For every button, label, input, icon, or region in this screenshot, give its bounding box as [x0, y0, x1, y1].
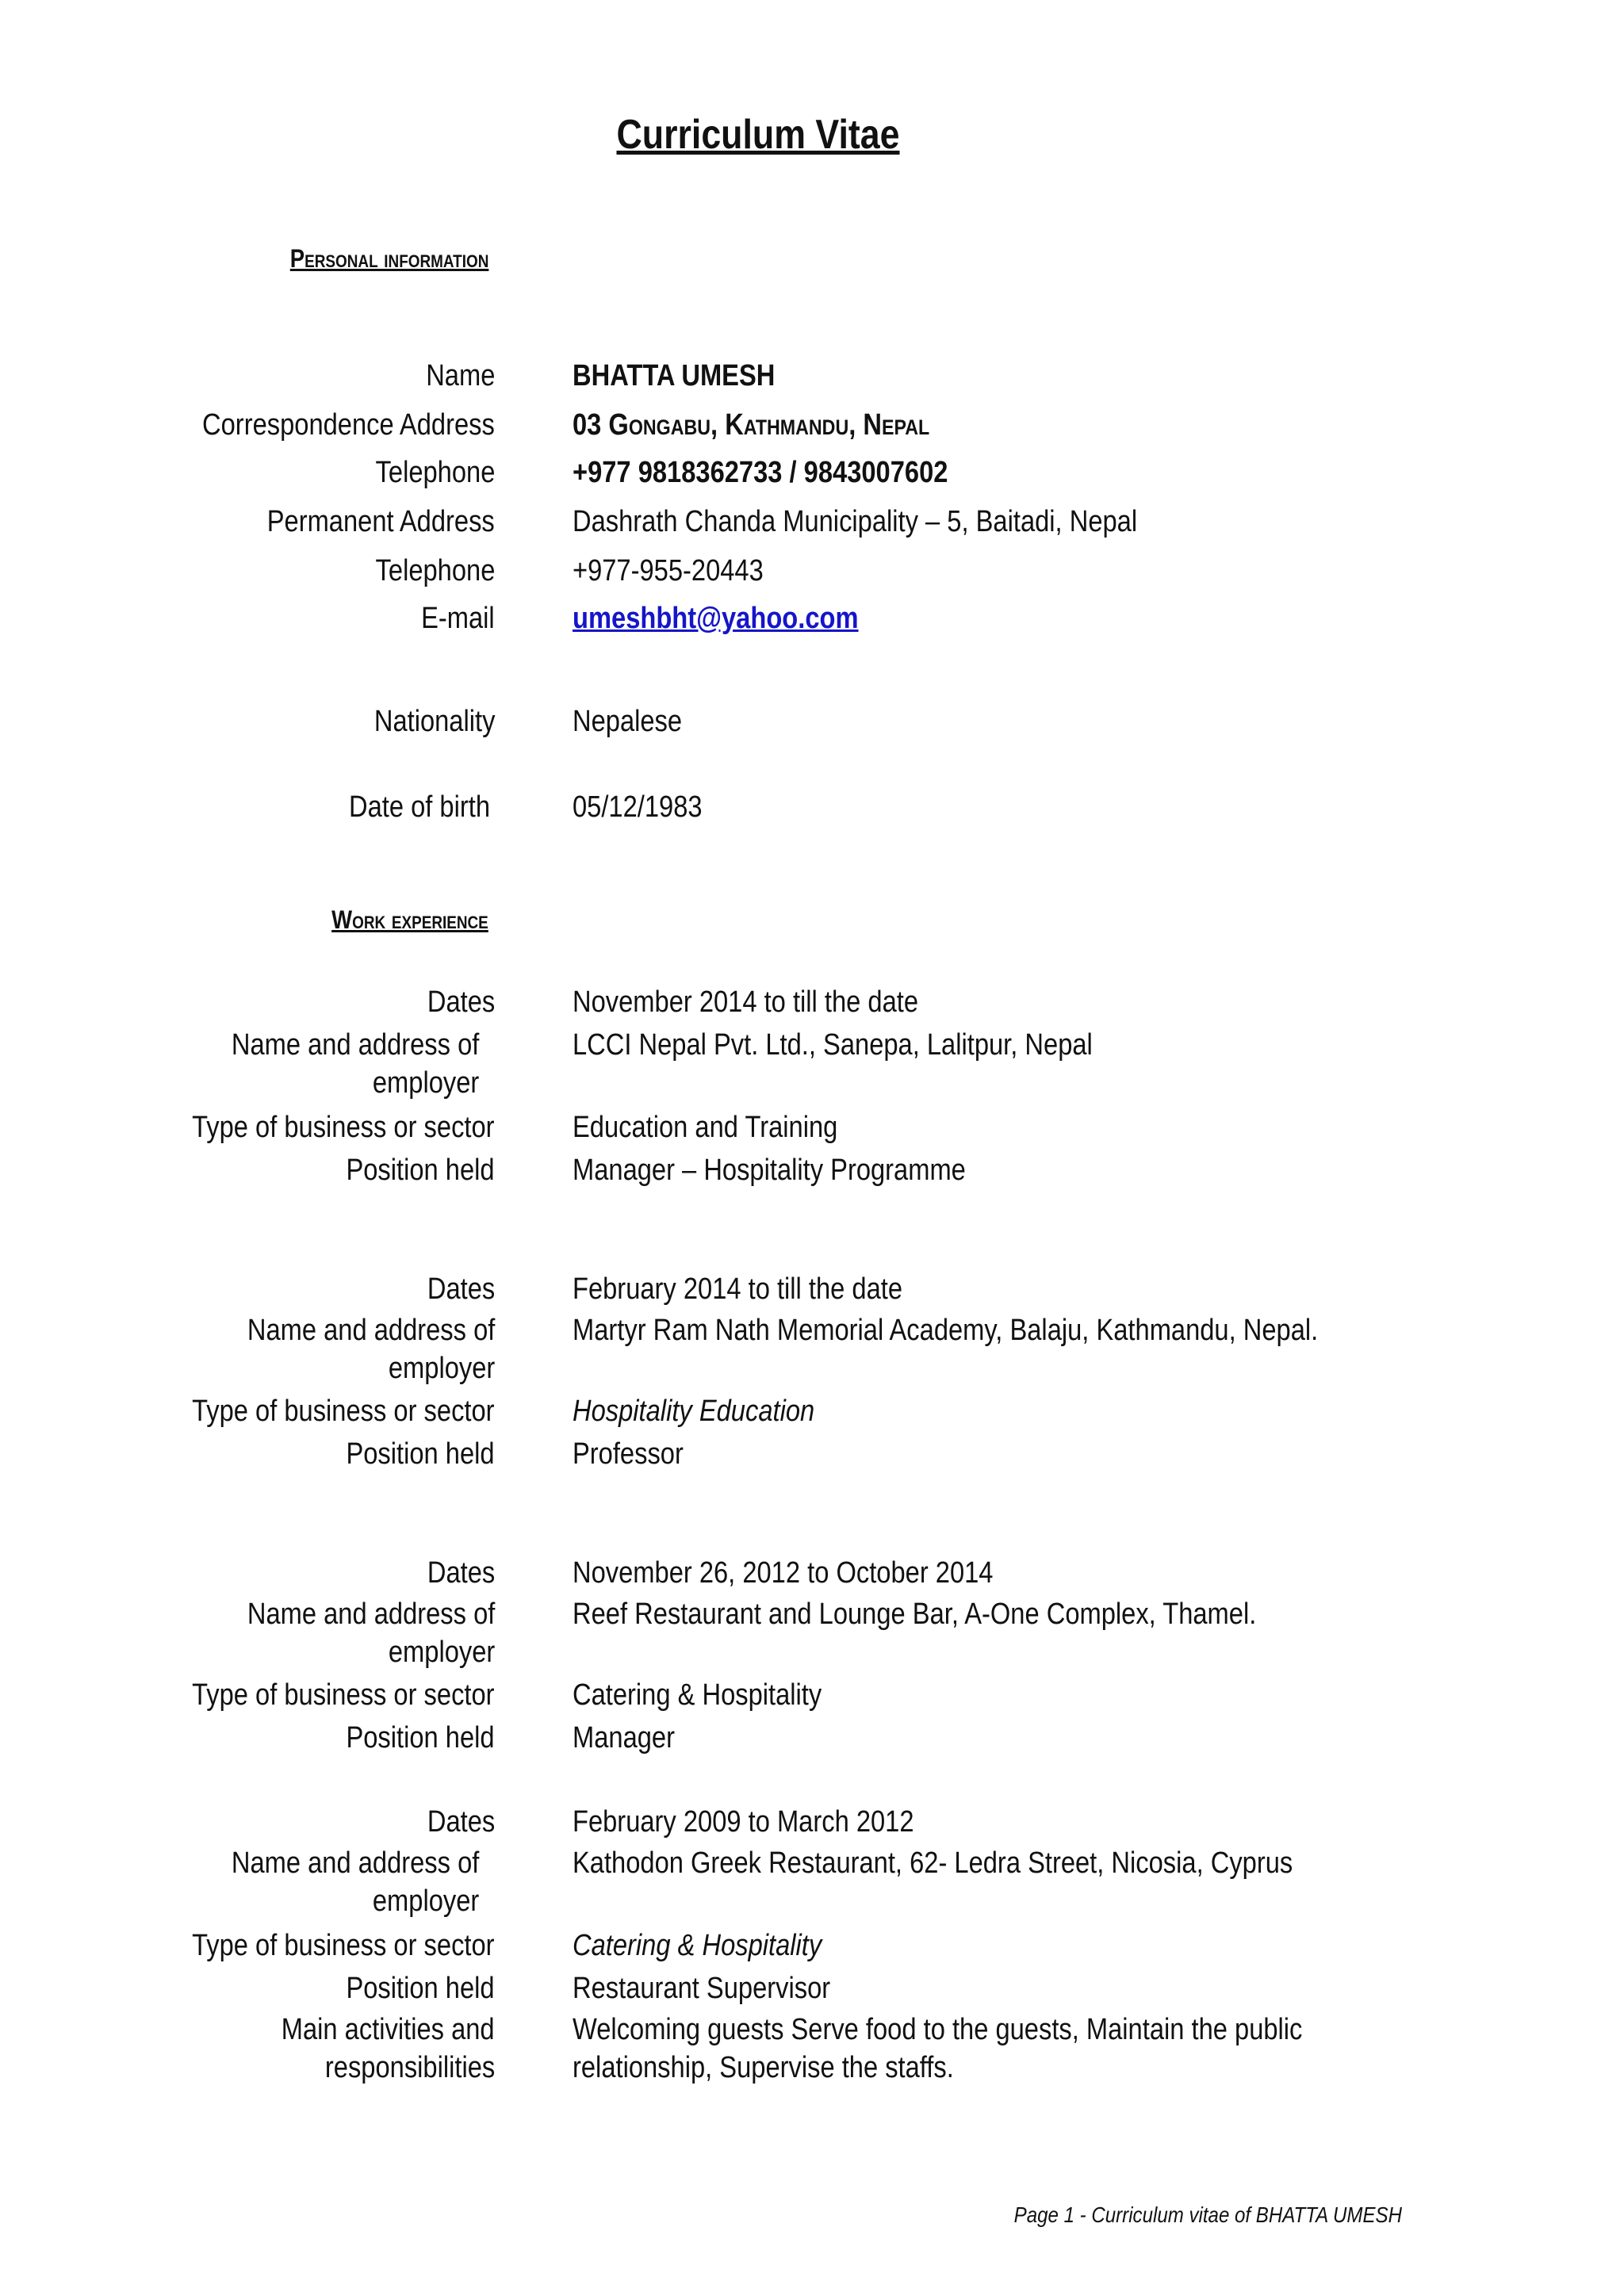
employer-label-line2: employer — [372, 1885, 479, 1918]
activities-value-line1: Welcoming guests Serve food to the guests, Maintain the public — [573, 2013, 1303, 2046]
name-value: BHATTA UMESH — [573, 359, 776, 392]
dates-label: Dates — [427, 1805, 495, 1839]
telephone-value-2: +977-955-20443 — [573, 554, 764, 587]
employer-label-line1: Name and address of — [231, 1846, 479, 1880]
telephone-value: +977 9818362733 / 9843007602 — [573, 456, 948, 489]
date-of-birth-label: Date of birth — [348, 790, 490, 824]
activities-label-line2: responsibilities — [324, 2051, 495, 2084]
employer-value: Martyr Ram Nath Memorial Academy, Balaju, Kathmandu, Nepal. — [573, 1314, 1319, 1347]
position-value: Professor — [573, 1437, 684, 1471]
position-label: Position held — [346, 1721, 495, 1755]
dates-value: February 2009 to March 2012 — [573, 1805, 914, 1839]
position-value: Manager — [573, 1721, 675, 1755]
position-value: Manager – Hospitality Programme — [573, 1154, 966, 1187]
email-link[interactable]: umeshbht@yahoo.com — [573, 602, 859, 635]
dates-label: Dates — [427, 1272, 495, 1306]
employer-value: Kathodon Greek Restaurant, 62- Ledra Street, Nicosia, Cyprus — [573, 1846, 1293, 1880]
dates-value: November 2014 to till the date — [573, 985, 919, 1019]
nationality-label: Nationality — [373, 705, 495, 738]
correspondence-address-value: 03 Gongabu, Kathmandu, Nepal — [573, 408, 930, 442]
employer-label-line2: employer — [388, 1636, 495, 1669]
position-label: Position held — [346, 1972, 495, 2005]
dates-value: February 2014 to till the date — [573, 1272, 903, 1306]
sector-value: Education and Training — [573, 1111, 838, 1144]
dates-label: Dates — [427, 985, 495, 1019]
personal-information-heading: Personal information — [289, 244, 488, 273]
sector-value: Catering & Hospitality — [573, 1929, 822, 1962]
sector-value: Catering & Hospitality — [573, 1678, 822, 1712]
employer-label-line1: Name and address of — [231, 1028, 479, 1062]
dates-label: Dates — [427, 1556, 495, 1590]
document-title: Curriculum Vitae — [616, 112, 900, 158]
employer-value: Reef Restaurant and Lounge Bar, A-One Complex, Thamel. — [573, 1598, 1257, 1631]
position-label: Position held — [346, 1437, 495, 1471]
correspondence-address-label: Correspondence Address — [202, 408, 495, 442]
page-footer: Page 1 - Curriculum vitae of BHATTA UMESH — [1013, 2202, 1402, 2227]
employer-label-line1: Name and address of — [247, 1598, 495, 1631]
activities-value-line2: relationship, Supervise the staffs. — [573, 2051, 954, 2084]
work-experience-heading: Work experience — [331, 905, 488, 934]
date-of-birth-value: 05/12/1983 — [573, 790, 703, 824]
permanent-address-value: Dashrath Chanda Municipality – 5, Baitadi, Nepal — [573, 505, 1138, 538]
sector-label: Type of business or sector — [192, 1111, 495, 1144]
sector-value: Hospitality Education — [573, 1395, 815, 1428]
email-label: E-mail — [421, 602, 495, 635]
name-label: Name — [425, 359, 495, 392]
employer-label-line1: Name and address of — [247, 1314, 495, 1347]
employer-value: LCCI Nepal Pvt. Ltd., Sanepa, Lalitpur, Nepal — [573, 1028, 1093, 1062]
employer-label-line2: employer — [388, 1352, 495, 1385]
position-value: Restaurant Supervisor — [573, 1972, 831, 2005]
sector-label: Type of business or sector — [192, 1678, 495, 1712]
permanent-address-label: Permanent Address — [266, 505, 495, 538]
nationality-value: Nepalese — [573, 705, 683, 738]
telephone-label-2: Telephone — [375, 554, 495, 587]
activities-label-line1: Main activities and — [282, 2013, 495, 2046]
sector-label: Type of business or sector — [192, 1395, 495, 1428]
employer-label-line2: employer — [372, 1066, 479, 1100]
position-label: Position held — [346, 1154, 495, 1187]
sector-label: Type of business or sector — [192, 1929, 495, 1962]
dates-value: November 26, 2012 to October 2014 — [573, 1556, 994, 1590]
telephone-label: Telephone — [375, 456, 495, 489]
